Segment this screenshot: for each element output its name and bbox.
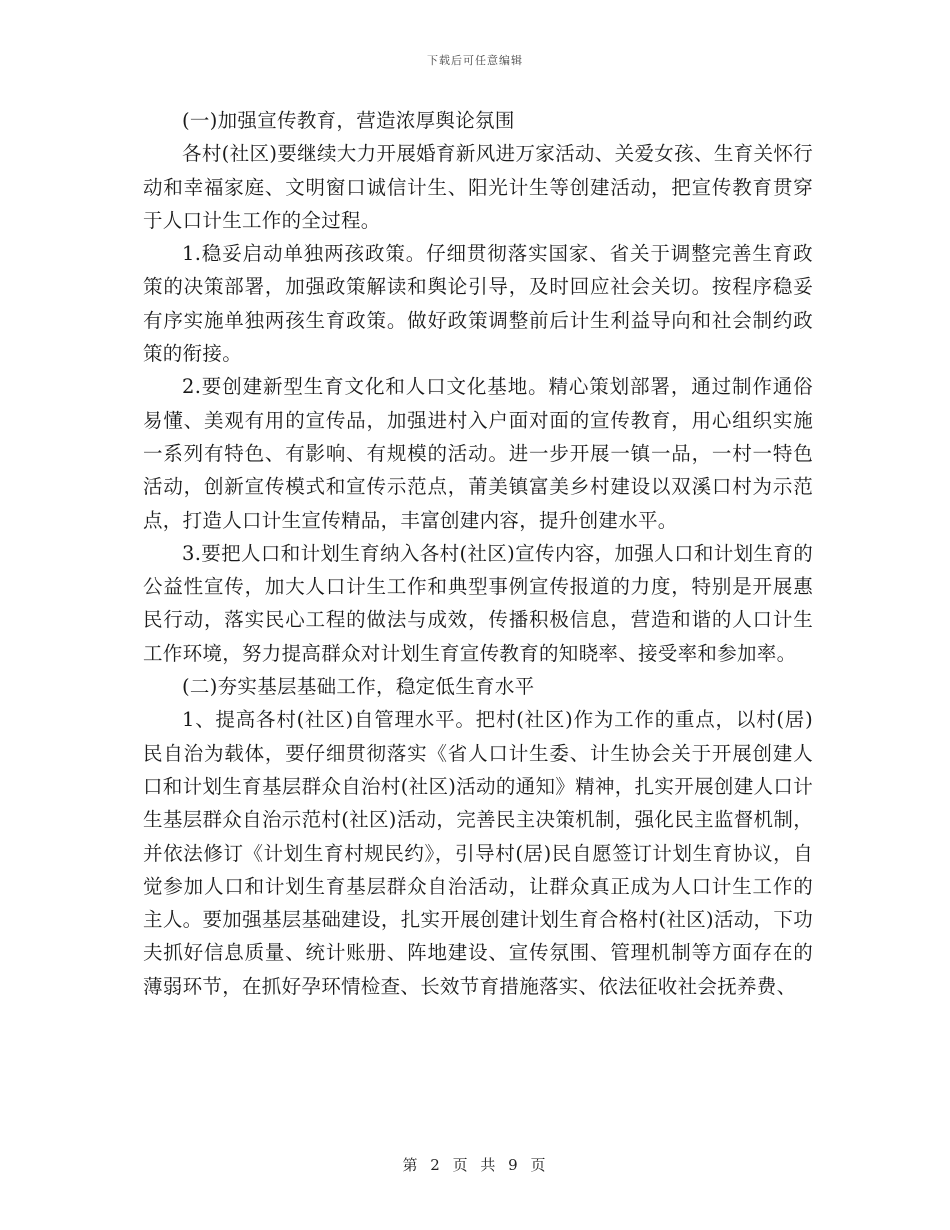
section-heading-1: (一)加强宣传教育，营造浓厚舆论氛围 xyxy=(182,109,515,132)
body-paragraph: 各村(社区)要继续大力开展婚育新风进万家活动、关爱女孩、生育关怀行动和幸福家庭、文明窗口诚信计生、阳光计生等创建活动，把宣传教育贯穿于人口计生工作的全过程。 xyxy=(143,142,813,232)
body-paragraph: 3.要把人口和计划生育纳入各村(社区)宣传内容，加强人口和计划生育的公益性宣传，加大人口计生工作和典型事例宣传报道的力度，特别是开展惠民行动，落实民心工程的做法与成效，传播积极信息，营造和谐的人口计生工作环境，努力提高群众对计划生育宣传教育的知晓率、接受率和参加率。 xyxy=(143,541,813,665)
body-paragraph: 2.要创建新型生育文化和人口文化基地。精心策划部署，通过制作通俗易懂、美观有用的宣传品，加强进村入户面对面的宣传教育，用心组织实施一系列有特色、有影响、有规模的活动。进一步开展一镇一品，一村一特色活动，创新宣传模式和宣传示范点，莆美镇富美乡村建设以双溪口村为示范点，打造人口计生宣传精品，丰富创建内容，提升创建水平。 xyxy=(143,375,813,532)
section-heading-2: (二)夯实基层基础工作，稳定低生育水平 xyxy=(182,675,535,699)
body-paragraph: 1.稳妥启动单独两孩政策。仔细贯彻落实国家、省关于调整完善生育政策的决策部署，加强政策解读和舆论引导，及时回应社会关切。按程序稳妥有序实施单独两孩生育政策。做好政策调整前后计生利益导向和社会制约政策的衔接。 xyxy=(143,242,813,366)
header-note: 下载后可任意编辑 xyxy=(427,54,523,67)
page-number-footer: 第 2 页 共 9 页 xyxy=(402,1156,548,1174)
body-paragraph: 1、提高各村(社区)自管理水平。把村(社区)作为工作的重点，以村(居)民自治为载体，要仔细贯彻落实《省人口计生委、计生协会关于开展创建人口和计划生育基层群众自治村(社区)活动的通知》精神，扎实开展创建人口计生基层群众自治示范村(社区)活动，完善民主决策机制，强化民主监督机制，并依法修订《计划生育村规民约》，引导村(居)民自愿签订计划生育协议，自觉参加人口和计划生育基层群众自治活动，让群众真正成为人口计生工作的主人。要加强基层基础建设，扎实开展创建计划生育合格村(社区)活动，下功夫抓好信息质量、统计账册、阵地建设、宣传氛围、管理机制等方面存在的薄弱环节，在抓好孕环情检查、长效节育措施落实、依法征收社会抚养费、 xyxy=(143,708,813,998)
document-body xyxy=(143,104,813,1003)
